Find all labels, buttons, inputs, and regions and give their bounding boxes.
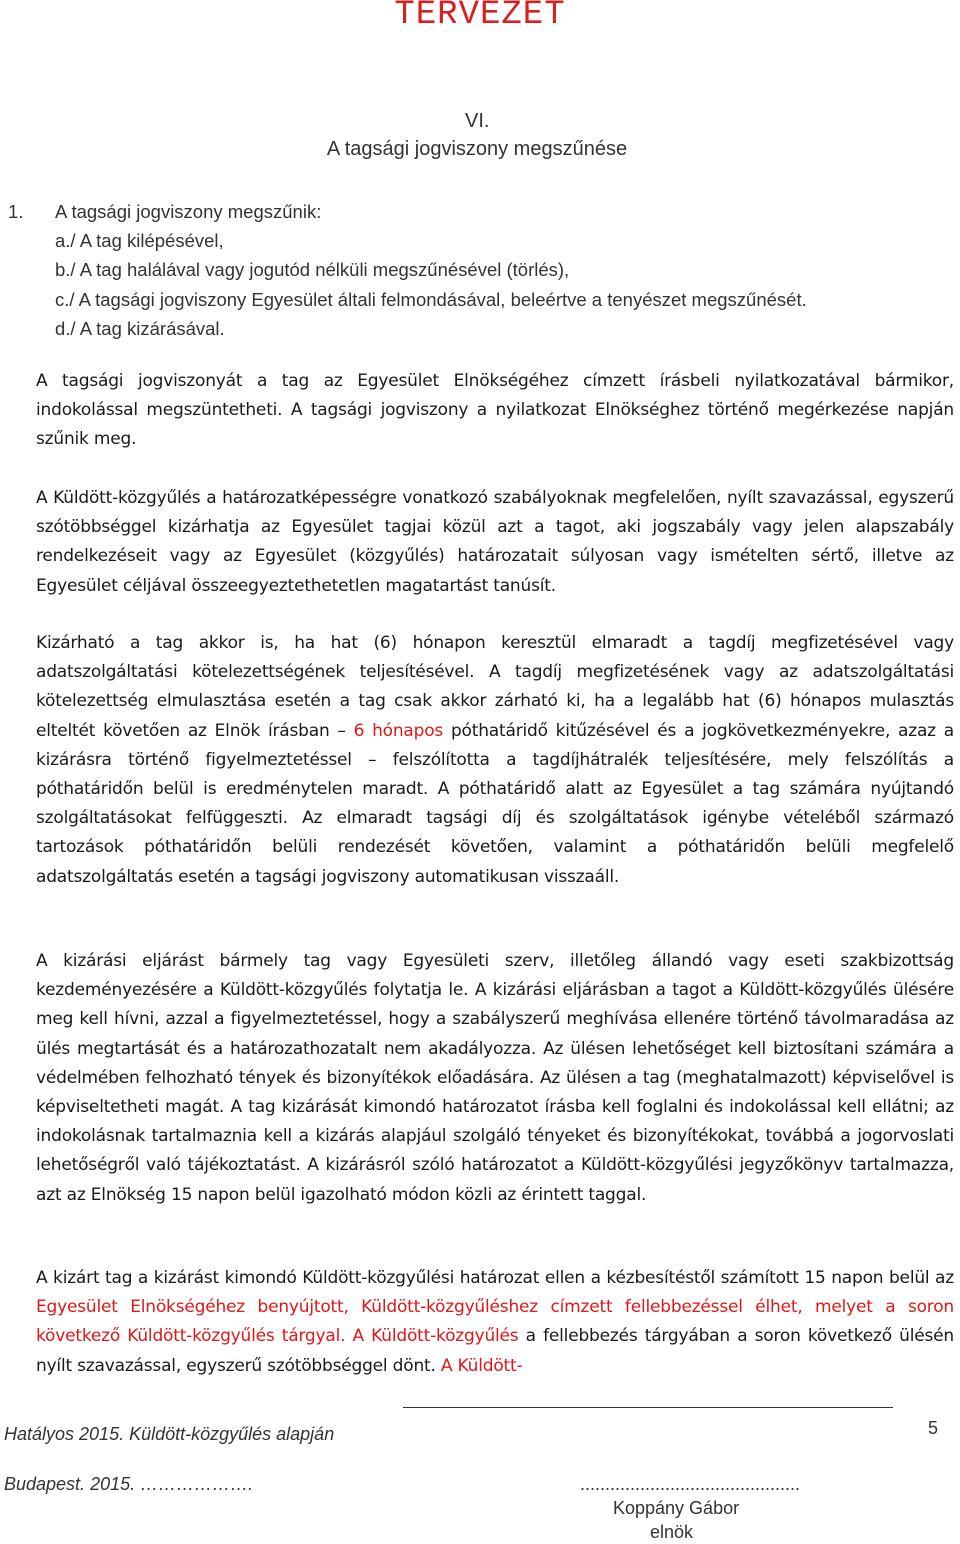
list-item: a./ A tag kilépésével, [55,230,224,252]
paragraph-text: A kizárt tag a kizárást kimondó Küldött-közgyűlési határozat ellen a kézbesítéstől számított 15 napon belül az [36,1268,954,1288]
section-1-intro-line [8,197,948,226]
paragraph-text: A tagsági jogviszonyát a tag az Egyesület Elnökségéhez címzett írásbeli nyilatkozatával bármikor, indokolással megszüntetheti. A tagsági jogviszony a nyilatkozat Elnökséghez történő megérkezése napján szűnik meg. [36,371,954,450]
paragraph-text: A kizárási eljárást bármely tag vagy Egyesületi szerv, illetőleg állandó vagy eseti szakbizottság kezdeményezésére a Küldött-közgyűlés folytatja le. A kizárási eljárásban a tagot a Küldött-közgyűlés ülésére meg kell hívni, azzal a figyelmeztetéssel, hogy a szabályszerű meghívása ellenére történő távolmaradása az ülés megtartását és a határozathozatalt nem akadályozza. Az ülésen lehetőséget kell biztosítani számára a védelmében felhozható tények és bizonyítékok előadására. Az ülésen a tag (meghatalmazott) képviselővel is képviseltetheti magát. A tag kizárását kimondó határozatot írásba kell foglalni és indokolással kell ellátni; az indokolásnak tartalmaznia kell a kizárás alapjául szolgáló tényeket és bizonyítékokat, továbbá a jogorvoslati lehetőségről való tájékoztatást. A kizárásról szóló határozatot a Küldött-közgyűlési jegyzőkönyv tartalmazza, azt az Elnökség 15 napon belül igazolható módon közli az érintett taggal. [36,951,954,1205]
paragraph-text: a fellebbezés tárgyában a soron következő ülésén nyílt szavazással, egyszerű szótöbbséggel dönt. [36,1326,954,1376]
paragraph-text: póthatáridő kitűzésével és a jogkövetkezményekre, azaz a kizárásra történő figyelmeztetéssel – felszólította a tagdíjhátralék teljesítésére, mely felszólítás a póthatáridőn belül is eredménytelen maradt. A póthatáridő alatt az Egyesület a tag számára nyújtandó szolgáltatásokat felfüggeszti. Az elmaradt tagsági díj és szolgáltatások igénybe vételéből származó tartozások póthatáridőn belüli rendezését követően, valamint a póthatáridőn belüli megfelelő adatszolgáltatás esetén a tagsági jogviszony automatikusan visszaáll. [36,720,954,887]
draft-watermark: TERVEZET [394,0,566,34]
paragraph-text: Kizárható a tag akkor is, ha hat (6) hónapon keresztül elmaradt a tagdíj megfizetésével vagy adatszolgáltatási kötelezettségének teljesítésével. A tagdíj megfizetésének vagy az adatszolgáltatási kötelezettség elmulasztása esetén a tag csak akkor zárható ki, ha a legalább hat (6) hónapos mulasztás elteltét követően az Elnök írásban – [36,633,954,741]
paragraph-6 [8,947,954,1210]
page-number: 5 [928,1418,939,1438]
section-1-list [8,197,948,343]
highlighted-text: Egyesület Elnökségéhez benyújtott, Küldött-közgyűléshez címzett fellebbezéssel élhet, melyet a soron következő Küldött-közgyűlés tárgyal. A Küldött-közgyűlés [36,1297,954,1347]
highlighted-text: 6 hónapos [353,720,444,741]
paragraph-number [8,484,36,513]
list-item: b./ A tag halálával vagy jogutód nélküli megszűnésével (törlés), [55,259,570,281]
paragraph-text: A Küldött-közgyűlés a határozatképességre vonatkozó szabályoknak megfelelően, nyílt szavazással, egyszerű szótöbbséggel kizárhatja az Egyesület tagjai közül azt a tagot, aki jogszabály vagy jelen alapszabály rendelkezéseit vagy az Egyesület (közgyűlés) határozatait súlyosan vagy ismételten sértő, illetve az Egyesület céljával összeegyeztethetetlen magatartást tanúsít. [36,488,954,596]
paragraph-number [8,367,36,396]
paragraph-number [8,629,36,658]
list-item: c./ A tagsági jogviszony Egyesület általi felmondásával, beleértve a tenyészet megszűnését. [55,288,807,310]
section-number: 1. [8,201,24,222]
place-date: Budapest. 2015. ………………. [4,1474,254,1494]
paragraph-5 [8,629,954,892]
paragraph-7 [8,1264,954,1381]
paragraph-4 [8,484,954,601]
chapter-title: A tagsági jogviszony megszűnése [326,138,628,160]
paragraph-number [8,1264,36,1293]
footer-note: Hatályos 2015. Küldött-közgyűlés alapján [4,1424,335,1444]
section-1-intro: A tagsági jogviszony megszűnik: [55,201,322,222]
signature-line: ............................................ [580,1474,801,1494]
footer-divider [403,1407,893,1408]
paragraph-number [8,947,36,976]
signer-name: Koppány Gábor [613,1498,740,1518]
paragraph-3 [8,367,954,455]
list-item: d./ A tag kizárásával. [55,317,225,339]
signer-title: elnök [650,1522,694,1542]
highlighted-text: A Küldött- [440,1355,523,1376]
chapter-number: VI. [465,110,490,132]
